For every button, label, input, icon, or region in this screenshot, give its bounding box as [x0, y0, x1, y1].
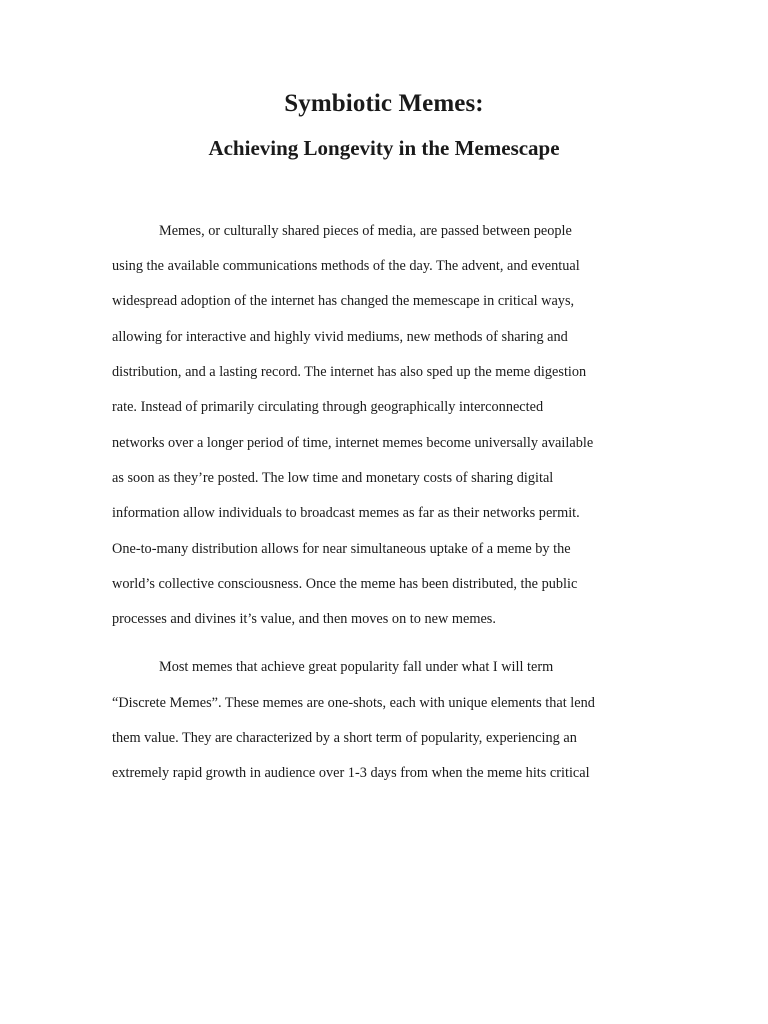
paragraph-line: “Discrete Memes”. These memes are one-shots, each with unique elements that lend	[112, 695, 595, 711]
paragraph-line: using the available communications methods of the day. The advent, and eventual	[112, 258, 580, 274]
paragraph-line: networks over a longer period of time, internet memes become universally available	[112, 435, 594, 451]
paragraph-line: allowing for interactive and highly vivid mediums, new methods of sharing and	[112, 329, 568, 345]
document-subtitle: Achieving Longevity in the Memescape	[208, 136, 560, 160]
paragraph-line: processes and divines it’s value, and then moves on to new memes.	[112, 611, 496, 627]
paragraph-line: distribution, and a lasting record. The internet has also sped up the meme digestion	[112, 364, 587, 380]
paragraph-line: rate. Instead of primarily circulating through geographically interconnected	[112, 399, 544, 415]
paragraph-line: Memes, or culturally shared pieces of media, are passed between people	[159, 223, 572, 239]
paragraph-line: information allow individuals to broadcast memes as far as their networks permit.	[112, 505, 580, 521]
document-title: Symbiotic Memes:	[284, 90, 484, 117]
paragraph-line: Most memes that achieve great popularity fall under what I will term	[159, 659, 554, 675]
paragraph-line: world’s collective consciousness. Once the meme has been distributed, the public	[112, 576, 578, 592]
paragraph-line: as soon as they’re posted. The low time and monetary costs of sharing digital	[112, 470, 554, 486]
paragraph-line: extremely rapid growth in audience over 1-3 days from when the meme hits critical	[112, 765, 590, 781]
paragraph-line: widespread adoption of the internet has changed the memescape in critical ways,	[112, 293, 575, 309]
paragraph-line: One-to-many distribution allows for near simultaneous uptake of a meme by the	[112, 541, 571, 557]
paragraph-line: them value. They are characterized by a short term of popularity, experiencing an	[112, 730, 577, 746]
